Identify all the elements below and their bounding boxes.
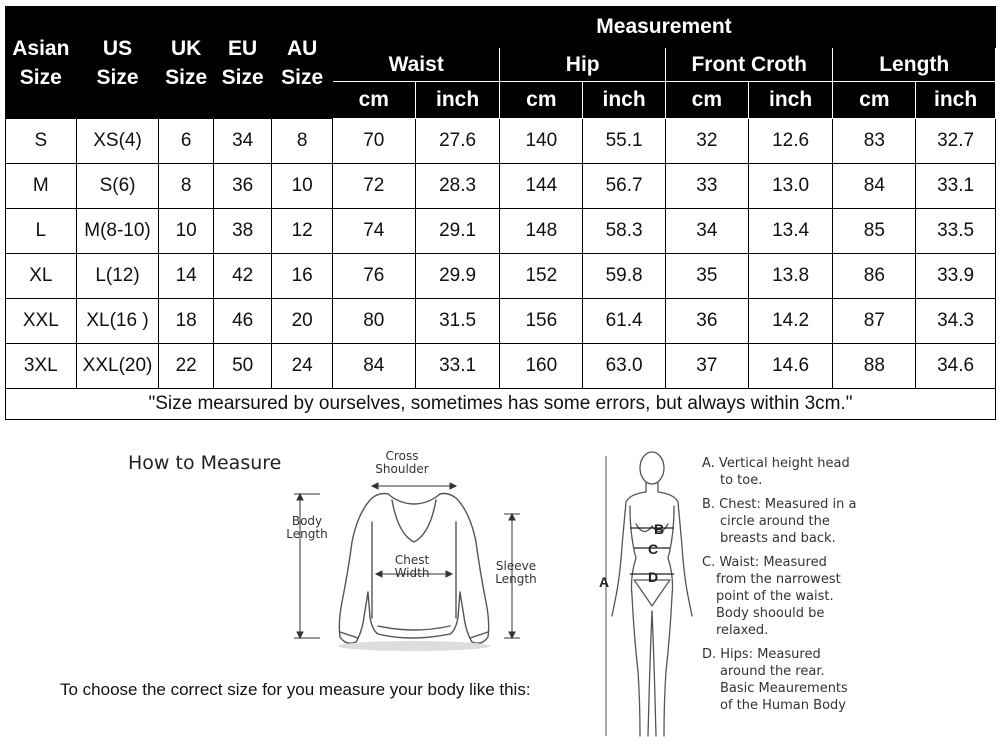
table-cell: 14.6 [748,344,833,389]
table-cell: 156 [500,299,583,344]
table-cell: L(12) [76,254,159,299]
table-cell: 14 [159,254,213,299]
header-unit: cm [833,82,916,119]
marker-d: D [648,569,659,585]
table-cell: 63.0 [583,344,666,389]
table-cell: 33 [665,164,748,209]
header-unit: inch [415,82,500,119]
table-cell: XXL(20) [76,344,159,389]
table-cell: 29.1 [415,209,500,254]
header-unit: inch [748,82,833,119]
cross-shoulder-label: Cross Shoulder [375,449,429,476]
legend-item-a: A. Vertical height head to toe. [702,456,850,488]
table-cell: 36 [665,299,748,344]
table-cell: 33.1 [415,344,500,389]
header-au-size: AU Size [272,7,333,119]
table-cell: 61.4 [583,299,666,344]
header-measurement: Measurement [332,7,995,48]
human-body-diagram [594,446,704,746]
table-cell: 29.9 [415,254,500,299]
legend-item-b: B. Chest: Measured in a circle around the breasts and back. [702,497,857,546]
table-cell: 37 [665,344,748,389]
measure-instruction: To choose the correct size for you measure your body like this: [60,680,531,699]
table-cell: 59.8 [583,254,666,299]
table-cell: 84 [332,344,415,389]
header-hip: Hip [500,48,666,82]
table-cell: 13.8 [748,254,833,299]
table-cell: 38 [213,209,272,254]
size-chart-table [5,6,996,420]
table-cell: 33.9 [916,254,996,299]
table-row [6,164,996,209]
table-cell: 28.3 [415,164,500,209]
table-cell: 86 [833,254,916,299]
table-cell: 58.3 [583,209,666,254]
table-cell: 76 [332,254,415,299]
header-unit: cm [500,82,583,119]
table-cell: 36 [213,164,272,209]
table-row [6,344,996,389]
table-cell: 50 [213,344,272,389]
table-row [6,119,996,164]
table-row [6,209,996,254]
table-cell: 10 [272,164,333,209]
table-cell: XL [6,254,77,299]
table-cell: L [6,209,77,254]
table-note: "Size mearsured by ourselves, sometimes has some errors, but always within 3cm." [6,389,996,420]
table-cell: 55.1 [583,119,666,164]
table-cell: 6 [159,119,213,164]
table-cell: 34.6 [916,344,996,389]
table-cell: 3XL [6,344,77,389]
table-cell: 83 [833,119,916,164]
table-cell: 8 [159,164,213,209]
header-waist: Waist [332,48,500,82]
table-cell: 160 [500,344,583,389]
table-cell: 87 [833,299,916,344]
table-cell: S [6,119,77,164]
header-unit: cm [665,82,748,119]
table-cell: 16 [272,254,333,299]
table-cell: 70 [332,119,415,164]
table-cell: XS(4) [76,119,159,164]
table-cell: 72 [332,164,415,209]
how-to-measure-title: How to Measure [128,452,282,474]
sleeve-length-label: Sleeve Length [495,559,537,586]
header-unit: cm [332,82,415,119]
table-cell: 10 [159,209,213,254]
table-cell: 84 [833,164,916,209]
table-cell: 80 [332,299,415,344]
table-cell: 33.5 [916,209,996,254]
table-cell: 74 [332,209,415,254]
header-asian-size: Asian Size [6,7,77,119]
table-cell: 85 [833,209,916,254]
header-unit: inch [583,82,666,119]
table-cell: 56.7 [583,164,666,209]
table-cell: 13.4 [748,209,833,254]
table-cell: 14.2 [748,299,833,344]
table-row [6,254,996,299]
table-cell: 18 [159,299,213,344]
table-cell: XL(16 ) [76,299,159,344]
table-cell: 24 [272,344,333,389]
table-cell: 34 [665,209,748,254]
table-cell: 34.3 [916,299,996,344]
table-cell: 32.7 [916,119,996,164]
table-cell: 22 [159,344,213,389]
marker-c: C [648,541,659,557]
table-cell: 46 [213,299,272,344]
table-cell: 33.1 [916,164,996,209]
chest-width-label: Chest Width [394,553,430,580]
marker-b: B [654,521,665,537]
table-cell: 13.0 [748,164,833,209]
table-cell: S(6) [76,164,159,209]
table-row [6,299,996,344]
table-cell: 12.6 [748,119,833,164]
table-cell: 42 [213,254,272,299]
legend-item-d: D. Hips: Measured around the rear. Basic Meaurements of the Human Body [702,647,848,713]
table-cell: 34 [213,119,272,164]
table-cell: 12 [272,209,333,254]
marker-a: A [598,574,610,590]
legend-item-c: C. Waist: Measured from the narrowest point of the waist. Body shoould be relaxed. [702,555,841,638]
table-cell: 27.6 [415,119,500,164]
header-front-croth: Front Croth [665,48,833,82]
body-length-label: Body Length [286,514,328,541]
table-cell: 144 [500,164,583,209]
table-cell: 148 [500,209,583,254]
header-uk-size: UK Size [159,7,213,119]
table-cell: M(8-10) [76,209,159,254]
header-eu-size: EU Size [213,7,272,119]
table-cell: 35 [665,254,748,299]
table-cell: 20 [272,299,333,344]
table-cell: 140 [500,119,583,164]
measurement-legend [702,455,902,721]
table-cell: 31.5 [415,299,500,344]
table-cell: M [6,164,77,209]
table-cell: 88 [833,344,916,389]
header-length: Length [833,48,996,82]
table-cell: 32 [665,119,748,164]
header-unit: inch [916,82,996,119]
table-cell: 152 [500,254,583,299]
table-cell: XXL [6,299,77,344]
table-cell: 8 [272,119,333,164]
header-us-size: US Size [76,7,159,119]
